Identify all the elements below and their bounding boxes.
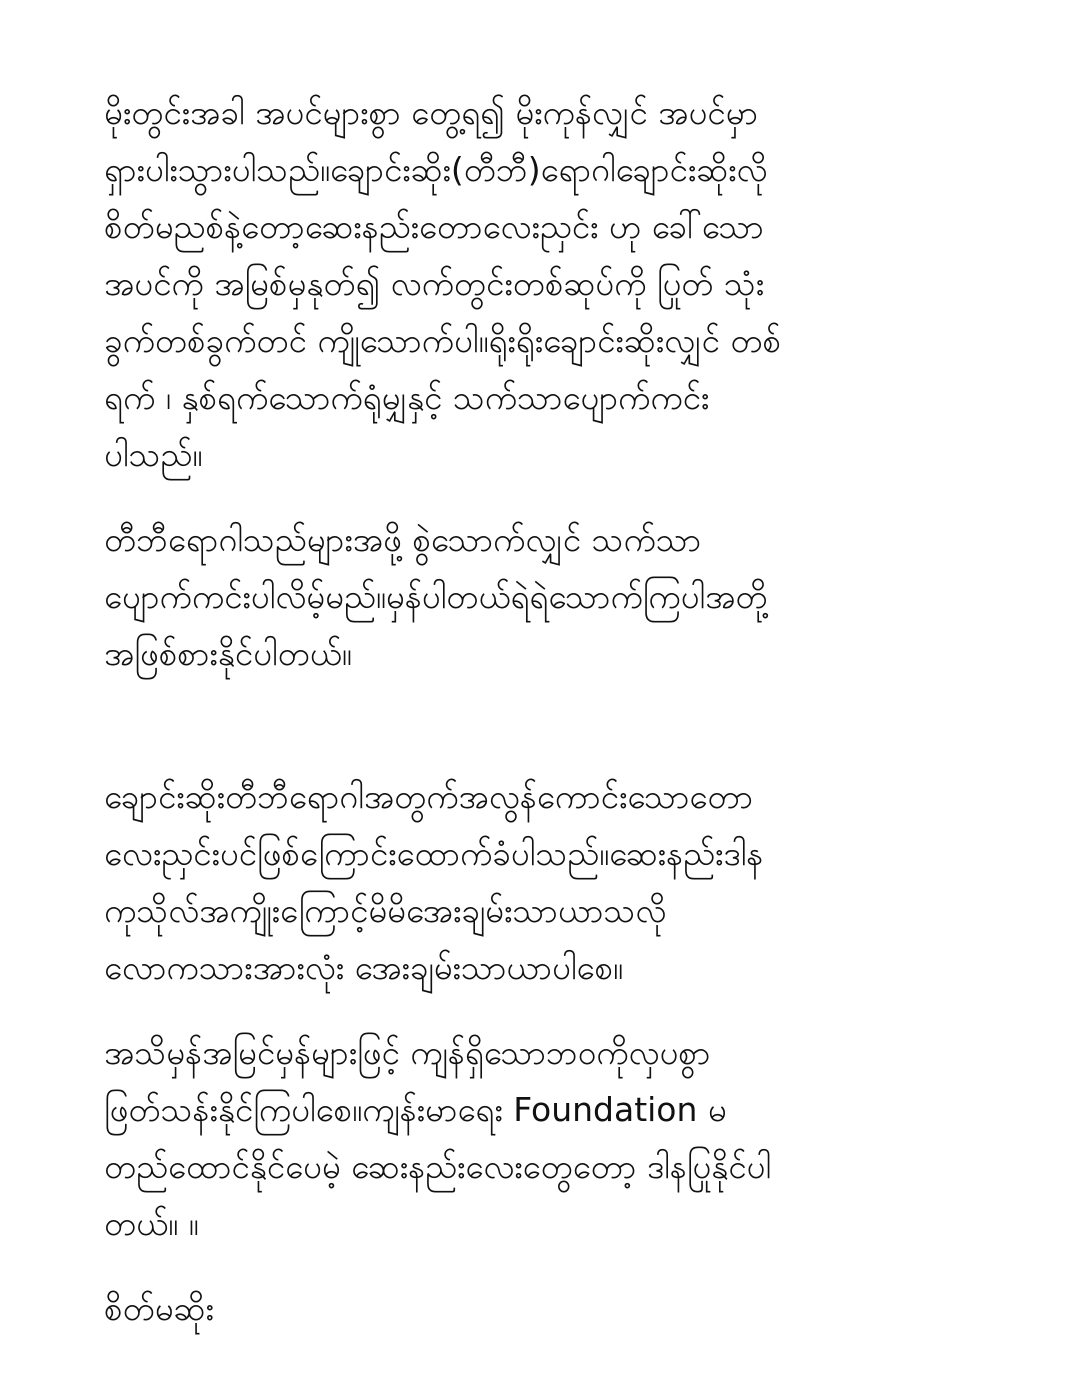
text-line: လောကသားအားလုံး အေးချမ်းသာယာပါစေ။ xyxy=(104,948,623,987)
text-line: ပျောက်ကင်းပါလိမ့်မည်။မှန်ပါတယ်ရဲရဲသောက်ကြပါအတို့ xyxy=(104,577,768,616)
paragraph-closing-wish xyxy=(104,1024,984,1252)
paragraph-spacer xyxy=(104,1252,984,1280)
text-line: မိုးတွင်းအခါ အပင်များစွာ တွေ့ရ၍ မိုးကုန်လျှင် အပင်မှာ xyxy=(104,93,759,132)
text-line: တယ်။ ။ xyxy=(104,1204,199,1243)
text-line: အပင်ကို အမြစ်မှနုတ်၍ လက်တွင်းတစ်ဆုပ်ကို ပြုတ် သုံး xyxy=(104,264,765,303)
text-line: ခွက်တစ်ခွက်တင် ကျိုသောက်ပါ။ရိုးရိုးချောင်းဆိုးလျှင် တစ် xyxy=(104,321,782,360)
paragraph-endorsement xyxy=(104,768,984,996)
post-body xyxy=(104,84,984,1337)
text-line: အဖြစ်စားနိုင်ပါတယ်။ xyxy=(104,634,352,673)
text-line: အသိမှန်အမြင်မှန်များဖြင့် ကျန်ရှိသောဘဝကိုလှပစွာ xyxy=(104,1033,711,1072)
text-line: ရှားပါးသွားပါသည်။ချောင်းဆိုး(တီဘီ)ရောဂါချောင်းဆိုးလို xyxy=(104,150,768,189)
paragraph-spacer xyxy=(104,682,984,768)
paragraph-tb-patients xyxy=(104,511,984,682)
text-line: ရက် ၊ နှစ်ရက်သောက်ရုံမျှနှင့် သက်သာပျောက်ကင်း xyxy=(104,378,710,417)
text-line: ကုသိုလ်အကျိုးကြောင့်မိမိအေးချမ်းသာယာသလို xyxy=(104,891,667,930)
paragraph-spacer xyxy=(104,483,984,511)
text-line: ပါသည်။ xyxy=(104,435,203,474)
text-line: တည်ထောင်နိုင်ပေမဲ့ ဆေးနည်းလေးတွေတော့ ဒါနပြုနိုင်ပါ xyxy=(104,1147,772,1186)
text-line: လေးညှင်းပင်ဖြစ်ကြောင်းထောက်ခံပါသည်။ဆေးနည်းဒါန xyxy=(104,834,764,873)
text-line: တီဘီရောဂါသည်များအဖို့ စွဲသောက်လျှင် သက်သာ xyxy=(104,520,702,559)
paragraph-remedy-description xyxy=(104,84,984,483)
text-line: ဖြတ်သန်းနိုင်ကြပါစေ။ကျန်းမာရေး Foundation မ xyxy=(104,1090,727,1129)
paragraph-spacer xyxy=(104,996,984,1024)
text-line: စိတ်မညစ်နဲ့တော့ဆေးနည်းတောလေးညှင်း ဟု ခေါ်သော xyxy=(104,207,764,246)
text-line: ချောင်းဆိုးတီဘီရောဂါအတွက်အလွန်ကောင်းသောတော xyxy=(104,777,754,816)
author-signature: စိတ်မဆိုး xyxy=(104,1289,214,1328)
